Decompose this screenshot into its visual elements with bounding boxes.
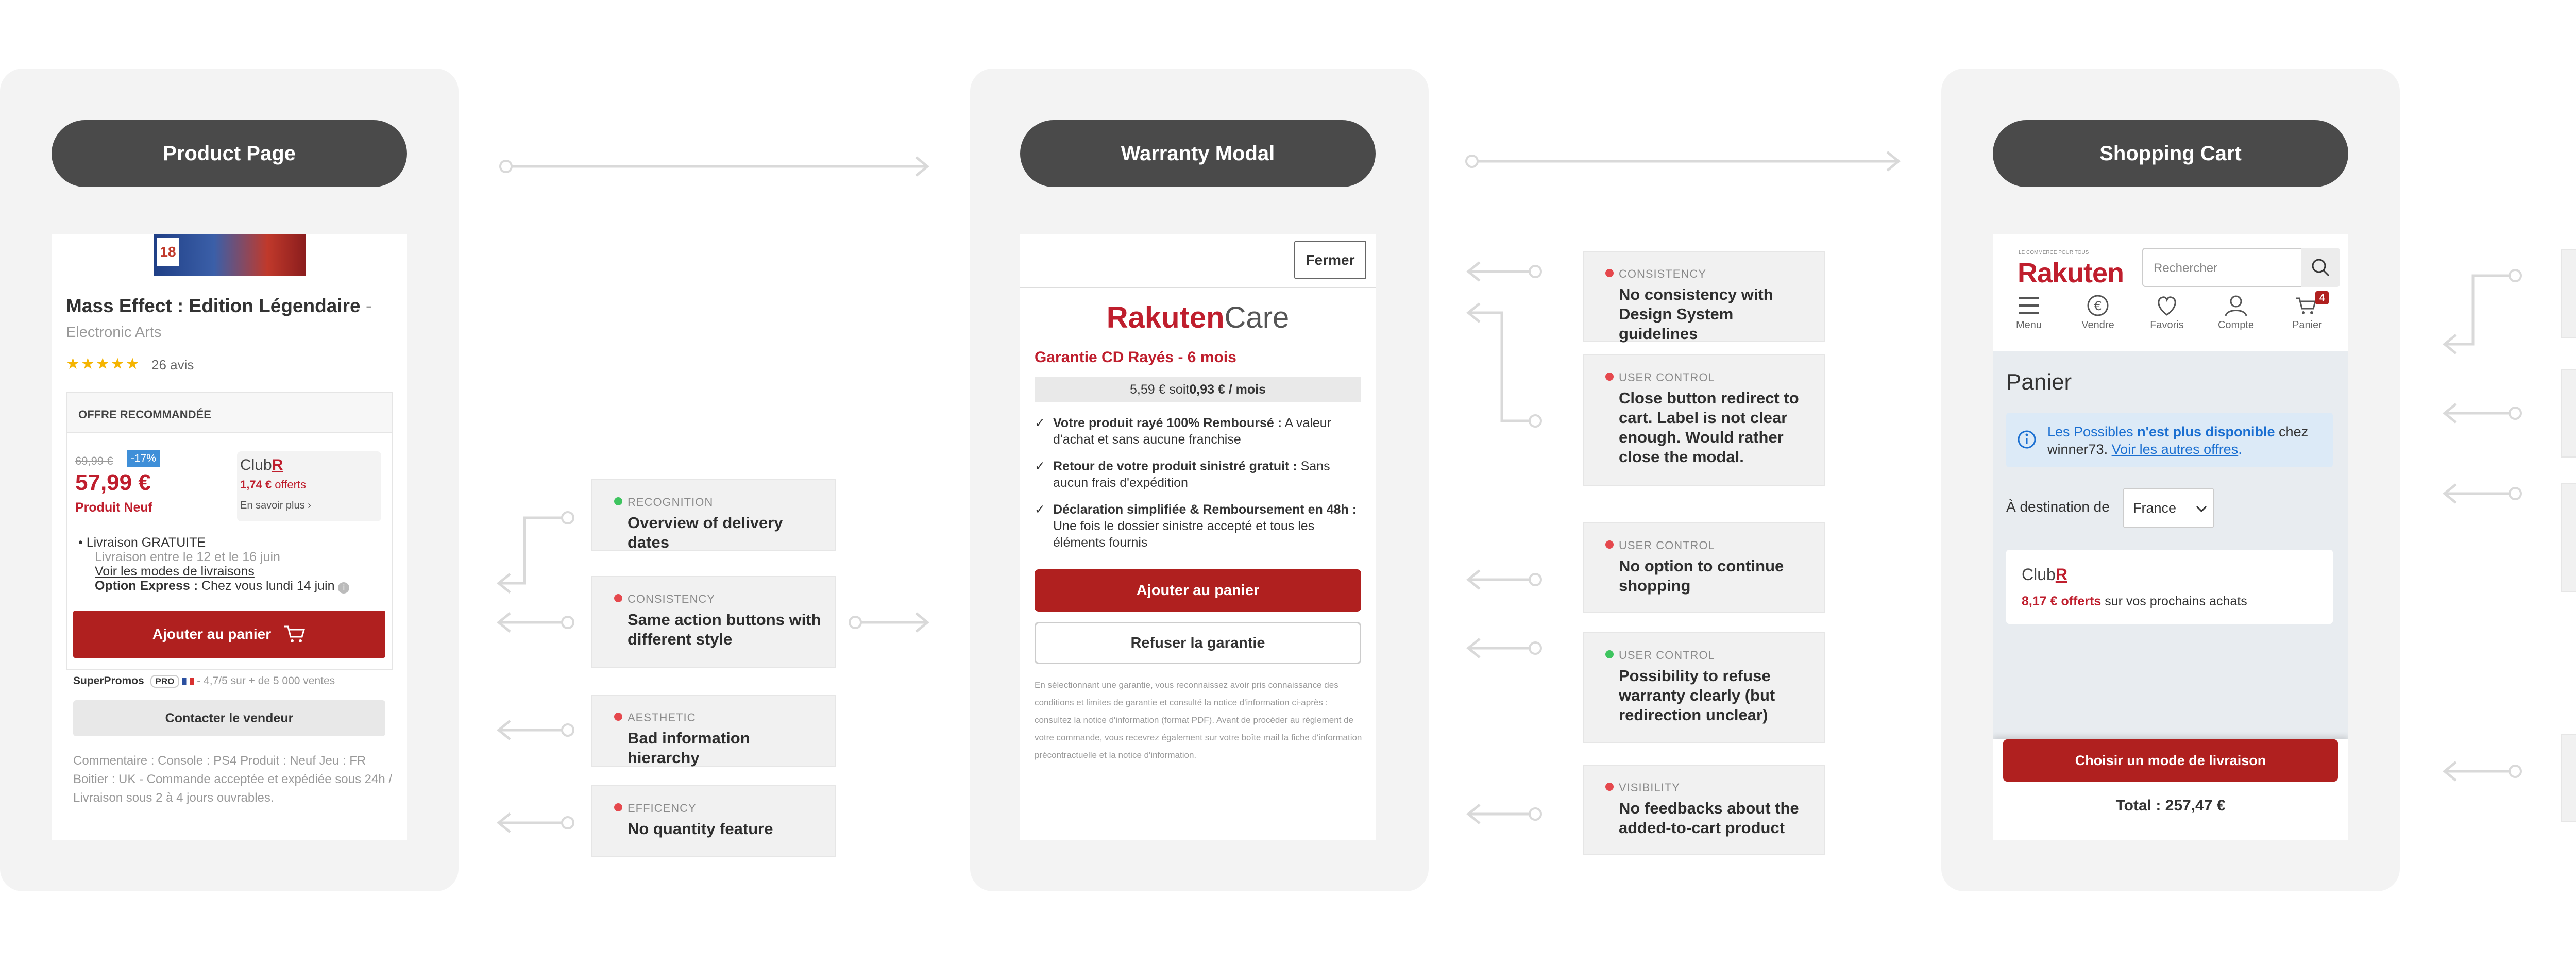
other-offers-link[interactable]: Voir les autres offres (2111, 442, 2239, 457)
note-close-button: USER CONTROL Close button redirect to cart. Label is not clear enough. Would rather close the modal. (1583, 354, 1825, 486)
club-r-box (237, 451, 381, 521)
warranty-benefits (1035, 415, 1364, 551)
benefit-item: ✓ Votre produit rayé 100% Remboursé : A valeur d'achat et sans aucune franchise (1035, 416, 1332, 447)
rakuten-logo[interactable]: Rakuten (2018, 258, 2124, 289)
country-select[interactable]: France (2123, 488, 2214, 528)
product-page-screen (52, 234, 407, 840)
check-icon: ✓ (1035, 459, 1045, 473)
note-visibility-cta (2561, 734, 2576, 822)
choose-delivery-button[interactable]: Choisir un mode de livraison (2003, 739, 2338, 782)
note-consistency-design-system: CONSISTENCY No consistency with Design System guidelines (1583, 251, 1825, 342)
nav-favoris[interactable]: Favoris (2141, 294, 2193, 331)
check-icon: ✓ (1035, 502, 1045, 517)
nav-compte[interactable]: Compte (2210, 294, 2262, 331)
pegi-age-badge: 18 (157, 238, 179, 266)
shopping-cart-screen (1993, 234, 2348, 840)
rakuten-tagline: LE COMMERCE POUR TOUS (2019, 250, 2089, 256)
note-continue-shopping: USER CONTROL No option to continue shopping (1583, 522, 1825, 613)
note-errors-notification (2561, 369, 2576, 458)
destination-label: À destination de (2006, 499, 2110, 515)
close-button[interactable]: Fermer (1294, 241, 1366, 279)
delivery-modes-link[interactable]: Voir les modes de livraisons (95, 564, 255, 579)
step-title-shopping-cart: Shopping Cart (1993, 120, 2348, 187)
step-title-product-page: Product Page (52, 120, 407, 187)
search-input[interactable]: Rechercher (2142, 248, 2302, 287)
warranty-legal-text: En sélectionnant une garantie, vous reconnaissez avoir pris connaissance des conditions et limites de garantie et consulté la notice d'information ci-après : consultez la notice d'information (format PDF). Avant de procéder au règlement de votre commande, vous recevrez également sur votre boîte mail la fiche d'information précontractuelle et la notice d'information. (1035, 680, 1362, 760)
check-icon: ✓ (1035, 416, 1045, 430)
learn-more-link[interactable]: En savoir plus › (240, 500, 311, 511)
add-to-cart-button[interactable]: Ajouter au panier (73, 611, 385, 658)
nav-menu[interactable]: Menu (2003, 294, 2055, 331)
delivery-free: • Livraison GRATUITE (78, 535, 206, 550)
nav-vendre[interactable]: € Vendre (2072, 294, 2124, 331)
review-count[interactable]: 26 avis (151, 357, 194, 373)
svg-text:€: € (2094, 299, 2102, 313)
info-icon[interactable]: i (338, 582, 349, 594)
search-icon (2310, 257, 2331, 278)
search-button[interactable] (2301, 248, 2340, 287)
user-icon (2224, 294, 2248, 317)
seller-comment: Commentaire : Console : PS4 Produit : Neuf Jeu : FR Boitier : UK - Commande acceptée et expédiée sous 24h / Livraison sous 2 à 4 jours ouvrables. (73, 754, 393, 805)
note-aesthetic-spacing (2561, 249, 2576, 338)
flag-icon (182, 678, 194, 685)
note-recognition: RECOGNITION Overview of delivery dates (591, 479, 836, 551)
error-alert (2006, 413, 2333, 467)
club-r-points: 1,74 € offerts (240, 478, 307, 491)
menu-icon (2016, 294, 2041, 317)
cart-body (1993, 351, 2348, 748)
note-error-prevention-country (2561, 483, 2576, 592)
express-option: Option Express : Chez vous lundi 14 juin i (78, 579, 349, 594)
warranty-title: Garantie CD Rayés - 6 mois (1035, 349, 1236, 366)
delivery-info (78, 535, 349, 594)
nav-panier[interactable]: 4 Panier (2281, 294, 2333, 331)
old-price: 69,99 € (75, 454, 113, 467)
error-alert-text: Les Possibles n'est plus disponible chez winner73. Voir les autres offres. (2047, 424, 2309, 457)
modal-divider (1020, 287, 1376, 288)
seller-line: SuperPromos PRO - 4,7/5 sur + de 5 000 ventes (73, 675, 335, 687)
delivery-dates: Livraison entre le 12 et le 16 juin (95, 550, 280, 564)
cart-page-title: Panier (2006, 369, 2072, 395)
sticky-footer (1993, 739, 2348, 840)
product-banner-image[interactable] (154, 234, 306, 276)
product-condition: Produit Neuf (75, 500, 152, 515)
club-r-logo: ClubR (2022, 565, 2067, 584)
step-title-warranty-modal: Warranty Modal (1020, 120, 1376, 187)
cart-icon (283, 625, 306, 644)
cart-total: Total : 257,47 € (2115, 797, 2226, 814)
product-price: 57,99 € (75, 470, 151, 495)
benefit-item: ✓ Déclaration simplifiée & Remboursement en 48h : Une fois le dossier sinistre accepté et tous les éléments fournis (1035, 502, 1357, 550)
club-r-logo: ClubR (240, 456, 283, 473)
note-refuse-warranty: USER CONTROL Possibility to refuse warranty clearly (but redirection unclear) (1583, 632, 1825, 743)
offer-label: OFFRE RECOMMANDÉE (67, 393, 392, 433)
club-r-reward: 8,17 € offerts sur vos prochains achats (2022, 594, 2247, 608)
note-added-to-cart-feedback: VISIBILITY No feedbacks about the added-to-cart product (1583, 765, 1825, 855)
rakuten-care-logo: RakutenCare (1106, 301, 1290, 334)
refuse-warranty-button[interactable]: Refuser la garantie (1035, 622, 1361, 664)
club-r-box (2006, 550, 2333, 624)
product-title: Mass Effect : Edition Légendaire - (66, 295, 372, 316)
warranty-price: 5,59 € soit 0,93 € / mois (1035, 377, 1361, 402)
discount-badge: -17% (127, 450, 160, 467)
warranty-modal-screen (1020, 234, 1376, 840)
add-warranty-button[interactable]: Ajouter au panier (1035, 569, 1361, 612)
contact-seller-button[interactable]: Contacter le vendeur (73, 700, 385, 736)
main-nav (1993, 294, 2348, 351)
benefit-item: ✓ Retour de votre produit sinistré gratuit : Sans aucun frais d'expédition (1035, 459, 1330, 490)
info-icon (2016, 429, 2037, 450)
pro-badge: PRO (150, 675, 180, 688)
note-aesthetic-hierarchy: AESTHETIC Bad information hierarchy (591, 695, 836, 767)
product-brand[interactable]: Electronic Arts (66, 324, 162, 341)
rating-stars-icon: ★★★★★ (66, 355, 141, 373)
note-consistency-buttons: CONSISTENCY Same action buttons with different style (591, 576, 836, 668)
cart-count-badge: 4 (2315, 291, 2329, 304)
chevron-down-icon (2196, 505, 2207, 513)
heart-icon (2155, 294, 2179, 317)
euro-icon (2086, 294, 2110, 317)
note-efficiency-quantity: EFFICENCY No quantity feature (591, 785, 836, 857)
